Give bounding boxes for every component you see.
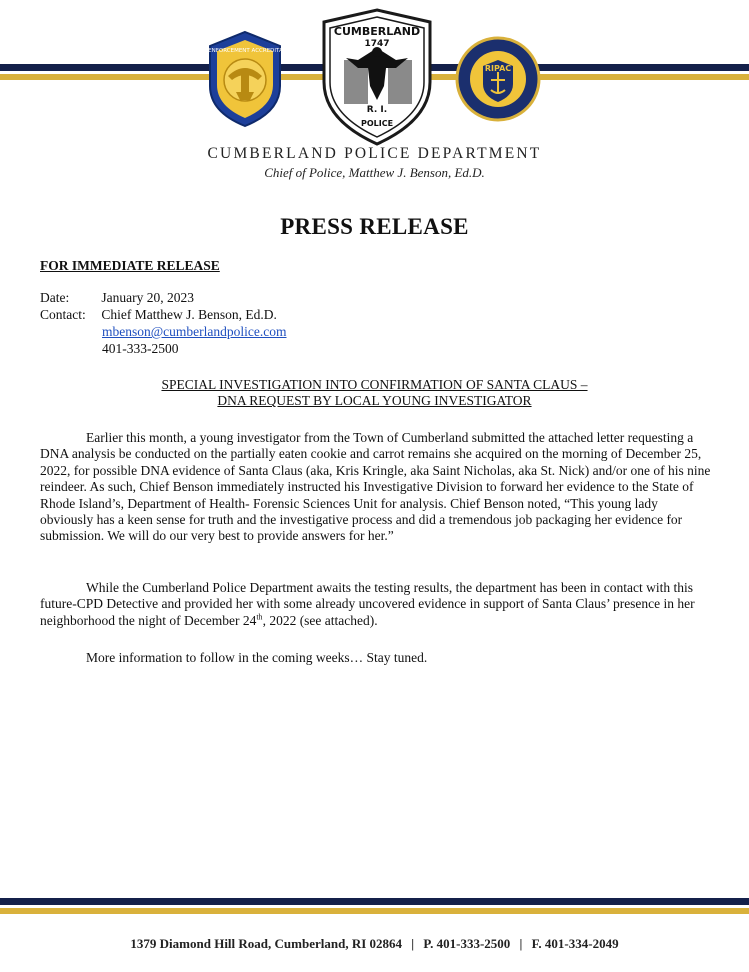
para2-text-before: While the Cumberland Police Department awaits the testing results, the department has been in contact with this future-CPD Detective and provided her with some already uncovered evidence in support of Santa Claus’ presence in her neighborhood the night of December 24 bbox=[40, 580, 695, 628]
badge-initials-text: R. I. bbox=[366, 105, 388, 115]
navy-stripe bbox=[0, 898, 749, 905]
body-paragraph-2 bbox=[40, 580, 712, 629]
department-name: CUMBERLAND POLICE DEPARTMENT bbox=[207, 145, 542, 162]
body-paragraph-1: Earlier this month, a young investigator from the Town of Cumberland submitted the attached letter requesting a DNA analysis be conducted on the partially eaten cookie and carrot remains she acquired on the morning of December 25, 2022, for possible DNA evidence of Santa Claus (aka, Kris Kringle, aka Saint Nicholas, aka St. Nick) and/or one of his nine reindeer. As such, Chief Benson immediately instructed his Investigative Division to forward her evidence to the State of Rhode Island’s, Department of Health- Forensic Sciences Unit for analysis. Chief Benson noted, “This young lady obviously has a keen sense for truth and the investigative process and did a tremendous job packaging her evidence for submission. We will do our very best to provide answers for her.” bbox=[40, 430, 711, 544]
badge-year-text: 1747 bbox=[364, 39, 390, 49]
date-value: January 20, 2023 bbox=[101, 290, 194, 305]
footer-separator: | bbox=[519, 936, 523, 951]
contact-name: Chief Matthew J. Benson, Ed.D. bbox=[101, 307, 277, 322]
ripac-text: RIPAC bbox=[484, 64, 512, 73]
footer-stripe-band bbox=[0, 898, 749, 914]
press-release-title: PRESS RELEASE bbox=[280, 214, 469, 239]
contact-label: Contact: bbox=[40, 307, 86, 322]
footer-fax: F. 401-334-2049 bbox=[531, 936, 619, 951]
cumberland-police-badge-icon bbox=[318, 8, 436, 146]
contact-phone: 401-333-2500 bbox=[102, 341, 179, 356]
badge-name-text: CUMBERLAND bbox=[333, 25, 421, 38]
gold-stripe bbox=[0, 908, 749, 914]
chief-of-police-line: Chief of Police, Matthew J. Benson, Ed.D. bbox=[264, 165, 485, 180]
immediate-release-heading: FOR IMMEDIATE RELEASE bbox=[40, 258, 220, 273]
para2-superscript: th bbox=[256, 612, 263, 622]
accreditation-seal-icon bbox=[194, 30, 296, 128]
footer-phone: P. 401-333-2500 bbox=[423, 936, 511, 951]
badge-police-text: POLICE bbox=[360, 119, 394, 128]
seal-top-text: LAW ENFORCEMENT ACCREDITATION bbox=[194, 48, 296, 54]
date-row bbox=[40, 290, 194, 306]
subject-line-1: SPECIAL INVESTIGATION INTO CONFIRMATION OF SANTA CLAUS – bbox=[161, 377, 588, 392]
contact-row bbox=[40, 307, 277, 323]
footer-separator: | bbox=[411, 936, 415, 951]
footer-contact-line bbox=[0, 936, 749, 952]
footer-address: 1379 Diamond Hill Road, Cumberland, RI 02864 bbox=[130, 936, 403, 951]
body-paragraph-3: More information to follow in the coming weeks… Stay tuned. bbox=[86, 650, 428, 665]
date-label: Date: bbox=[40, 290, 70, 305]
subject-line-2: DNA REQUEST BY LOCAL YOUNG INVESTIGATOR bbox=[217, 393, 532, 408]
para2-text-after: , 2022 (see attached). bbox=[262, 612, 378, 628]
phone-row bbox=[102, 341, 179, 357]
contact-email-link[interactable]: mbenson@cumberlandpolice.com bbox=[102, 324, 287, 339]
ripac-seal-icon bbox=[455, 36, 541, 122]
email-row bbox=[102, 324, 287, 340]
